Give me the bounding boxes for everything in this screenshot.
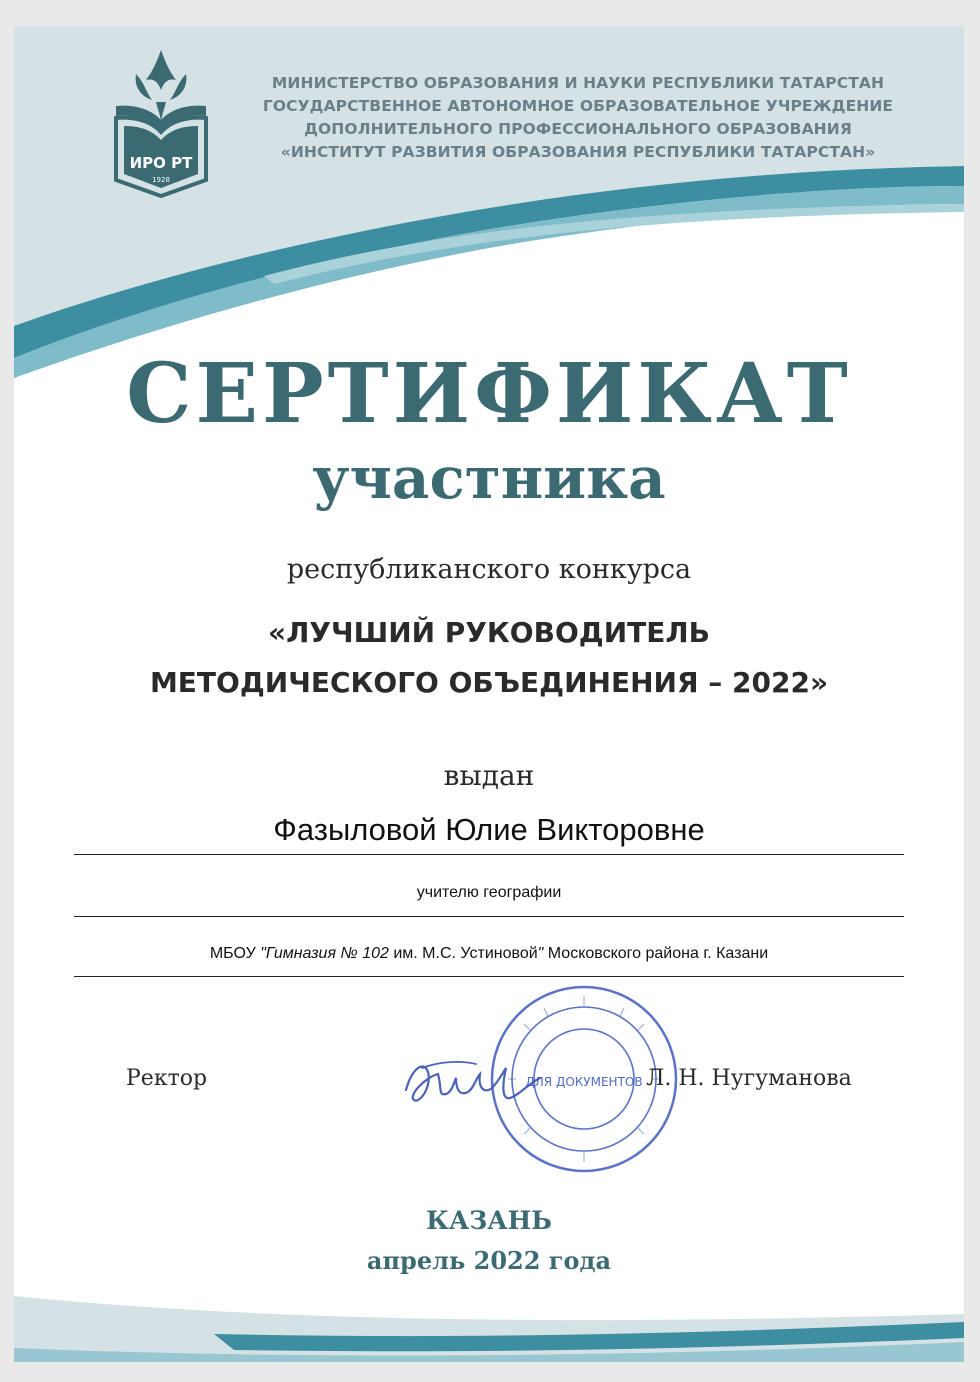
certificate-subtitle: участника xyxy=(312,444,666,512)
header-line-3: ДОПОЛНИТЕЛЬНОГО ПРОФЕССИОНАЛЬНОГО ОБРАЗОВАНИЯ xyxy=(304,120,852,138)
city: КАЗАНЬ xyxy=(426,1206,552,1235)
recipient-position: учителю географии xyxy=(416,884,562,901)
issued-label: выдан xyxy=(443,759,535,792)
certificate-title: СЕРТИФИКАТ xyxy=(126,346,852,442)
recipient-underline xyxy=(74,854,904,855)
header-line-1: МИНИСТЕРСТВО ОБРАЗОВАНИЯ И НАУКИ РЕСПУБЛИКИ ТАТАРСТАН xyxy=(271,74,885,92)
logo-name: ИРО РТ xyxy=(129,154,193,172)
org-italic: "Гимназия № 102 xyxy=(260,945,389,962)
org-italic-quote: " xyxy=(537,945,544,962)
rector-name: Л. Н. Нугуманова xyxy=(646,1066,852,1091)
certificate-page xyxy=(14,26,964,1362)
stamp-center-text: ДЛЯ ДОКУМЕНТОВ xyxy=(525,1075,643,1089)
header-line-4: «ИНСТИТУТ РАЗВИТИЯ ОБРАЗОВАНИЯ РЕСПУБЛИКИ ТАТАРСТАН» xyxy=(280,143,876,161)
org-middle: им. М.С. Устиновой xyxy=(388,945,538,962)
issue-date: апрель 2022 года xyxy=(366,1246,612,1275)
organization-underline xyxy=(74,976,904,977)
contest-type: республиканского конкурса xyxy=(286,554,692,585)
contest-name-line-1: «ЛУЧШИЙ РУКОВОДИТЕЛЬ xyxy=(268,616,710,649)
iro-rt-logo xyxy=(106,44,216,199)
logo-year: 1928 xyxy=(152,176,170,184)
contest-name xyxy=(14,608,964,708)
recipient-name: Фазыловой Юлие Викторовне xyxy=(273,812,705,847)
bottom-decorative-band xyxy=(14,1256,964,1362)
institution-header xyxy=(228,72,928,164)
contest-name-line-2: МЕТОДИЧЕСКОГО ОБЪЕДИНЕНИЯ – 2022» xyxy=(149,666,829,699)
header-line-2: ГОСУДАРСТВЕННОЕ АВТОНОМНОЕ ОБРАЗОВАТЕЛЬНОЕ УЧРЕЖДЕНИЕ xyxy=(262,97,894,115)
recipient-organization xyxy=(74,943,904,965)
position-underline xyxy=(74,916,904,917)
org-suffix: Московского района г. Казани xyxy=(543,945,769,962)
org-prefix: МБОУ xyxy=(209,945,261,962)
rector-label: Ректор xyxy=(126,1066,208,1091)
